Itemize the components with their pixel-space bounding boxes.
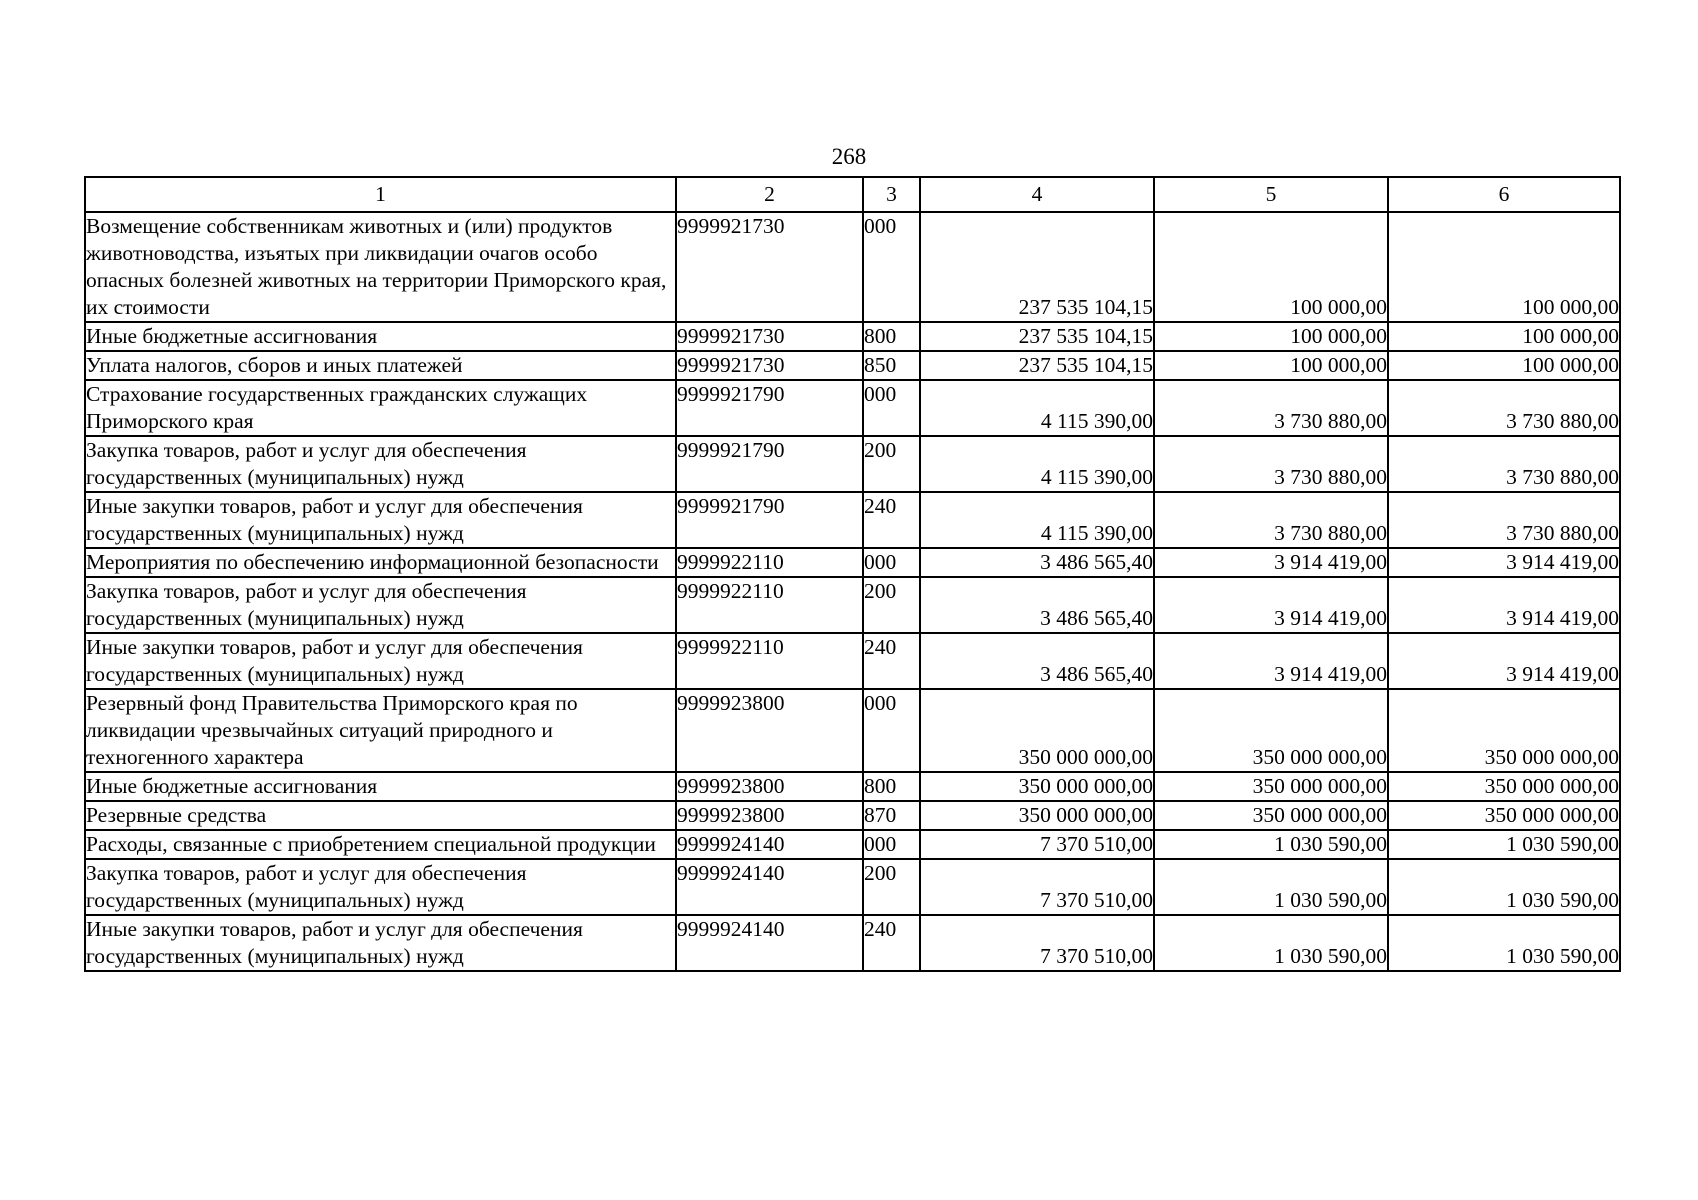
table-row xyxy=(85,801,1620,830)
target-code-cell: 9999924140 xyxy=(676,830,863,859)
amount-col4-cell: 3 486 565,40 xyxy=(920,577,1154,633)
amount-col6-cell: 350 000 000,00 xyxy=(1388,801,1620,830)
amount-col5-cell: 350 000 000,00 xyxy=(1154,689,1388,772)
column-header: 6 xyxy=(1388,177,1620,212)
amount-col4-cell: 350 000 000,00 xyxy=(920,689,1154,772)
expense-name-cell: Иные закупки товаров, работ и услуг для обеспечения государственных (муниципальных) нужд xyxy=(85,915,676,971)
expense-name-cell: Мероприятия по обеспечению информационной безопасности xyxy=(85,548,676,577)
amount-col6-cell: 100 000,00 xyxy=(1388,351,1620,380)
target-code-cell: 9999924140 xyxy=(676,859,863,915)
target-code-cell: 9999924140 xyxy=(676,915,863,971)
expense-name-cell: Уплата налогов, сборов и иных платежей xyxy=(85,351,676,380)
amount-col5-cell: 3 730 880,00 xyxy=(1154,492,1388,548)
expense-type-cell: 800 xyxy=(863,322,920,351)
target-code-cell: 9999922110 xyxy=(676,633,863,689)
expense-type-cell: 240 xyxy=(863,492,920,548)
amount-col5-cell: 100 000,00 xyxy=(1154,322,1388,351)
amount-col4-cell: 7 370 510,00 xyxy=(920,859,1154,915)
target-code-cell: 9999921790 xyxy=(676,492,863,548)
expense-name-cell: Иные бюджетные ассигнования xyxy=(85,322,676,351)
expense-name-cell: Резервный фонд Правительства Приморского края по ликвидации чрезвычайных ситуаций природного и техногенного характера xyxy=(85,689,676,772)
expense-type-cell: 000 xyxy=(863,548,920,577)
expense-name-cell: Возмещение собственникам животных и (или) продуктов животноводства, изъятых при ликвидации очагов особо опасных болезней животных на территории Приморского края, их стоимости xyxy=(85,212,676,322)
target-code-cell: 9999923800 xyxy=(676,772,863,801)
amount-col6-cell: 1 030 590,00 xyxy=(1388,915,1620,971)
table-row xyxy=(85,633,1620,689)
expense-name-cell: Закупка товаров, работ и услуг для обеспечения государственных (муниципальных) нужд xyxy=(85,859,676,915)
amount-col5-cell: 1 030 590,00 xyxy=(1154,915,1388,971)
table-row xyxy=(85,859,1620,915)
amount-col5-cell: 1 030 590,00 xyxy=(1154,830,1388,859)
amount-col4-cell: 3 486 565,40 xyxy=(920,548,1154,577)
amount-col4-cell: 4 115 390,00 xyxy=(920,436,1154,492)
table-row xyxy=(85,351,1620,380)
expense-type-cell: 240 xyxy=(863,915,920,971)
expense-type-cell: 000 xyxy=(863,689,920,772)
table-row xyxy=(85,380,1620,436)
amount-col6-cell: 100 000,00 xyxy=(1388,212,1620,322)
table-row xyxy=(85,915,1620,971)
amount-col4-cell: 7 370 510,00 xyxy=(920,830,1154,859)
amount-col5-cell: 3 730 880,00 xyxy=(1154,436,1388,492)
amount-col4-cell: 3 486 565,40 xyxy=(920,633,1154,689)
column-header: 3 xyxy=(863,177,920,212)
amount-col6-cell: 3 730 880,00 xyxy=(1388,436,1620,492)
amount-col6-cell: 1 030 590,00 xyxy=(1388,830,1620,859)
target-code-cell: 9999921730 xyxy=(676,212,863,322)
amount-col6-cell: 1 030 590,00 xyxy=(1388,859,1620,915)
amount-col6-cell: 3 914 419,00 xyxy=(1388,633,1620,689)
expense-type-cell: 870 xyxy=(863,801,920,830)
table-row xyxy=(85,577,1620,633)
amount-col6-cell: 100 000,00 xyxy=(1388,322,1620,351)
amount-col4-cell: 237 535 104,15 xyxy=(920,212,1154,322)
amount-col6-cell: 3 730 880,00 xyxy=(1388,380,1620,436)
expense-type-cell: 800 xyxy=(863,772,920,801)
table-row xyxy=(85,436,1620,492)
expense-type-cell: 000 xyxy=(863,380,920,436)
amount-col4-cell: 7 370 510,00 xyxy=(920,915,1154,971)
expense-type-cell: 240 xyxy=(863,633,920,689)
amount-col4-cell: 237 535 104,15 xyxy=(920,322,1154,351)
amount-col6-cell: 3 730 880,00 xyxy=(1388,492,1620,548)
column-header: 1 xyxy=(85,177,676,212)
amount-col6-cell: 350 000 000,00 xyxy=(1388,772,1620,801)
amount-col6-cell: 3 914 419,00 xyxy=(1388,577,1620,633)
expense-type-cell: 200 xyxy=(863,859,920,915)
table-row xyxy=(85,830,1620,859)
expense-name-cell: Иные бюджетные ассигнования xyxy=(85,772,676,801)
amount-col4-cell: 350 000 000,00 xyxy=(920,801,1154,830)
table-header-row xyxy=(85,177,1620,212)
expense-name-cell: Резервные средства xyxy=(85,801,676,830)
expense-name-cell: Расходы, связанные с приобретением специальной продукции xyxy=(85,830,676,859)
target-code-cell: 9999922110 xyxy=(676,577,863,633)
expense-type-cell: 000 xyxy=(863,212,920,322)
amount-col5-cell: 3 914 419,00 xyxy=(1154,577,1388,633)
expense-name-cell: Иные закупки товаров, работ и услуг для обеспечения государственных (муниципальных) нужд xyxy=(85,492,676,548)
amount-col4-cell: 350 000 000,00 xyxy=(920,772,1154,801)
expense-type-cell: 200 xyxy=(863,577,920,633)
page-number: 268 xyxy=(831,144,867,169)
target-code-cell: 9999923800 xyxy=(676,801,863,830)
expense-type-cell: 000 xyxy=(863,830,920,859)
table-body xyxy=(85,212,1620,971)
table-row xyxy=(85,212,1620,322)
amount-col5-cell: 3 730 880,00 xyxy=(1154,380,1388,436)
target-code-cell: 9999923800 xyxy=(676,689,863,772)
table-row xyxy=(85,322,1620,351)
expense-name-cell: Иные закупки товаров, работ и услуг для обеспечения государственных (муниципальных) нужд xyxy=(85,633,676,689)
target-code-cell: 9999921730 xyxy=(676,351,863,380)
table-row xyxy=(85,548,1620,577)
expense-name-cell: Закупка товаров, работ и услуг для обеспечения государственных (муниципальных) нужд xyxy=(85,436,676,492)
expense-type-cell: 850 xyxy=(863,351,920,380)
column-header: 5 xyxy=(1154,177,1388,212)
amount-col4-cell: 4 115 390,00 xyxy=(920,492,1154,548)
target-code-cell: 9999921790 xyxy=(676,380,863,436)
expense-type-cell: 200 xyxy=(863,436,920,492)
amount-col5-cell: 350 000 000,00 xyxy=(1154,801,1388,830)
expense-name-cell: Закупка товаров, работ и услуг для обеспечения государственных (муниципальных) нужд xyxy=(85,577,676,633)
target-code-cell: 9999922110 xyxy=(676,548,863,577)
column-header: 4 xyxy=(920,177,1154,212)
amount-col4-cell: 4 115 390,00 xyxy=(920,380,1154,436)
amount-col6-cell: 350 000 000,00 xyxy=(1388,689,1620,772)
amount-col5-cell: 350 000 000,00 xyxy=(1154,772,1388,801)
table-row xyxy=(85,492,1620,548)
amount-col4-cell: 237 535 104,15 xyxy=(920,351,1154,380)
amount-col5-cell: 3 914 419,00 xyxy=(1154,633,1388,689)
amount-col5-cell: 3 914 419,00 xyxy=(1154,548,1388,577)
target-code-cell: 9999921730 xyxy=(676,322,863,351)
amount-col5-cell: 100 000,00 xyxy=(1154,351,1388,380)
amount-col5-cell: 100 000,00 xyxy=(1154,212,1388,322)
amount-col6-cell: 3 914 419,00 xyxy=(1388,548,1620,577)
table-row xyxy=(85,689,1620,772)
table-row xyxy=(85,772,1620,801)
amount-col5-cell: 1 030 590,00 xyxy=(1154,859,1388,915)
target-code-cell: 9999921790 xyxy=(676,436,863,492)
expense-name-cell: Страхование государственных гражданских служащих Приморского края xyxy=(85,380,676,436)
column-header: 2 xyxy=(676,177,863,212)
budget-table xyxy=(84,176,1621,972)
